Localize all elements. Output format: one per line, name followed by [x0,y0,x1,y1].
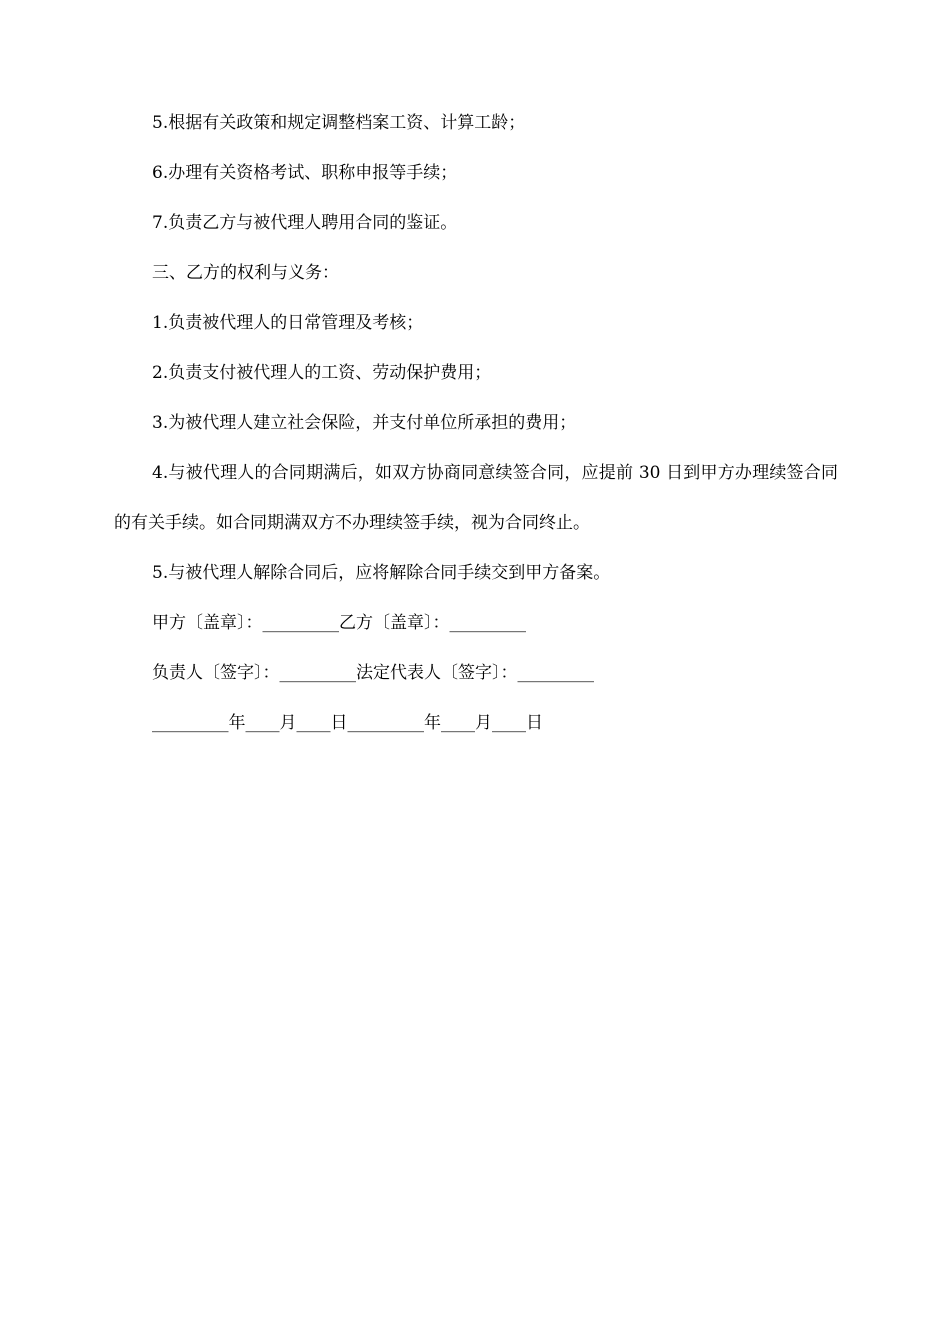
clause-paragraph: 3.为被代理人建立社会保险，并支付单位所承担的费用； [152,413,577,433]
clause-paragraph: 2.负责支付被代理人的工资、劳动保护费用； [152,363,492,383]
clause-paragraph: 1.负责被代理人的日常管理及考核； [152,313,424,333]
clause-paragraph: 5.与被代理人解除合同后，应将解除合同手续交到甲方备案。 [152,563,611,583]
clause-paragraph: 5.根据有关政策和规定调整档案工资、计算工龄； [152,113,526,133]
clause-paragraph: 4.与被代理人的合同期满后，如双方协商同意续签合同，应提前 30 日到甲方办理续签合同的有关手续。如合同期满双方不办理续签手续，视为合同终止。 [114,463,838,533]
document-body [114,98,838,748]
clause-paragraph: 6.办理有关资格考试、职称申报等手续； [152,163,458,183]
clause-paragraph: 7.负责乙方与被代理人聘用合同的鉴证。 [152,213,458,233]
section-heading: 三、乙方的权利与义务： [152,263,339,283]
date-line: _________年____月____日_________年____月____日 [152,713,543,733]
signatory-line: 负责人〔签字〕：_________法定代表人〔签字〕：_________ [152,663,594,683]
seal-line: 甲方〔盖章〕：_________乙方〔盖章〕：_________ [152,613,526,633]
